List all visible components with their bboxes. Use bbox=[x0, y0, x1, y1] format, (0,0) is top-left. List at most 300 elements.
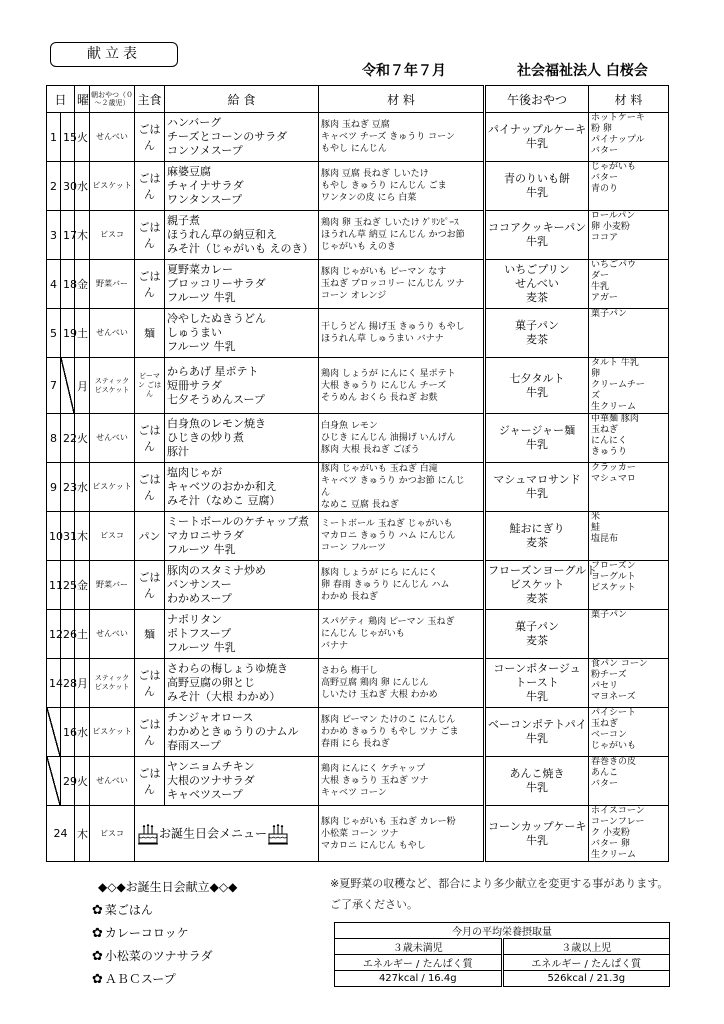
snack-ingredients bbox=[589, 113, 669, 162]
afternoon-snack bbox=[485, 358, 589, 414]
snack-ingredients-line: ロールパン bbox=[591, 211, 636, 221]
lunch-dishes-line: フルーツ 牛乳 bbox=[167, 641, 236, 654]
row-number: 24 bbox=[47, 806, 75, 862]
lunch-ingredients-line: 高野豆腐 鶏肉 卵 にんじん bbox=[321, 678, 429, 688]
snack-ingredients-line: きゅうり bbox=[591, 447, 628, 457]
lunch-ingredients-line: 豚肉 じゃがいも 玉ねぎ カレー粉 bbox=[321, 816, 456, 827]
birthday-menu-heading: ◆◇◆お誕生日会献立◆◇◆ bbox=[98, 880, 238, 894]
row-date: 26 bbox=[61, 610, 75, 659]
lunch-dishes bbox=[165, 414, 319, 463]
snack-ingredients bbox=[589, 610, 669, 659]
row-date: 17 bbox=[61, 211, 75, 260]
snack-ingredients-line: 生クリーム bbox=[591, 402, 637, 412]
row-number: 7 bbox=[47, 358, 61, 414]
row-number bbox=[47, 708, 61, 757]
snack-ingredients-line: アガー bbox=[591, 293, 618, 303]
lunch-ingredients-line: しいたけ 玉ねぎ 大根 わかめ bbox=[321, 690, 438, 700]
afternoon-snack-line: 牛乳 bbox=[526, 732, 549, 745]
snack-ingredients bbox=[589, 463, 669, 512]
snack-ingredients bbox=[589, 211, 669, 260]
afternoon-snack-line: 七夕タルト bbox=[509, 371, 565, 385]
row-weekday: 土 bbox=[75, 610, 90, 659]
snack-ingredients-line: じゃがいも bbox=[591, 162, 637, 172]
row-date: 19 bbox=[61, 309, 75, 358]
lunch-ingredients-line: マカロニ にんじん もやし bbox=[321, 840, 426, 851]
afternoon-snack bbox=[485, 463, 589, 512]
snack-ingredients-line: 粉チーズ bbox=[591, 670, 627, 680]
nutrition-label: エネルギー / たんぱく質 bbox=[335, 955, 503, 971]
lunch-ingredients-line: 豚肉 玉ねぎ 豆腐 bbox=[321, 120, 390, 130]
snack-ingredients-line: マヨネーズ bbox=[591, 692, 636, 702]
snack-ingredients-line: マシュマロ bbox=[591, 474, 636, 484]
lunch-dishes-line: さわらの梅しょうゆ焼き bbox=[167, 662, 289, 675]
snack-ingredients-line: パイシート bbox=[591, 708, 637, 718]
snack-ingredients-line: 牛乳 bbox=[591, 282, 610, 292]
lunch-dishes bbox=[165, 757, 319, 806]
lunch-ingredients-line: 鶏肉 にんにく ケチャップ bbox=[321, 764, 426, 774]
lunch-dishes-line: チンジャオロース bbox=[167, 711, 254, 724]
lunch-dishes-line: 短冊サラダ bbox=[167, 378, 222, 392]
lunch-ingredients-line: 豚肉 じゃがいも ピーマン なす bbox=[321, 267, 447, 277]
afternoon-snack-line: コーンポタージュ bbox=[493, 662, 581, 675]
flower-icon: ✿ bbox=[92, 903, 103, 918]
lunch-dishes-line: しゅうまい bbox=[167, 326, 223, 339]
afternoon-snack-line: 牛乳 bbox=[526, 186, 549, 199]
morning-snack: 野菜バー bbox=[90, 561, 135, 610]
group-under-3: ３歳未満児 bbox=[335, 939, 503, 955]
lunch-ingredients bbox=[319, 211, 485, 260]
menu-row bbox=[47, 309, 669, 358]
menu-row bbox=[47, 561, 669, 610]
flower-icon: ✿ bbox=[92, 972, 103, 987]
snack-ingredients-line: ホイスコーン bbox=[591, 806, 645, 816]
row-number: 9 bbox=[47, 463, 61, 512]
afternoon-snack-line: マシュマロサンド bbox=[493, 473, 581, 486]
lunch-dishes bbox=[165, 358, 319, 414]
lunch-ingredients-line: さわら 梅干し bbox=[321, 666, 378, 676]
lunch-ingredients-line: 小松菜 コーン ツナ bbox=[321, 828, 399, 839]
lunch-dishes-line: フルーツ 牛乳 bbox=[167, 543, 236, 556]
staple-food: ビーマン ごはん bbox=[135, 358, 165, 414]
lunch-dishes bbox=[165, 512, 319, 561]
col-lunch: 給 食 bbox=[165, 86, 319, 113]
staple-food: ごはん bbox=[135, 260, 165, 309]
col-afternoon-snack: 午後おやつ bbox=[485, 86, 589, 113]
row-number: 12 bbox=[47, 610, 61, 659]
row-weekday: 火 bbox=[75, 113, 90, 162]
afternoon-snack bbox=[485, 309, 589, 358]
lunch-dishes-line: 豚肉のスタミナ炒め bbox=[167, 564, 267, 577]
lunch-ingredients-line: そうめん おくら 長ねぎ お麩 bbox=[321, 392, 438, 403]
lunch-dishes-line: ヤンニョムチキン bbox=[167, 760, 255, 773]
menu-row bbox=[47, 162, 669, 211]
lunch-dishes-line: 大根のツナサラダ bbox=[167, 774, 255, 787]
lunch-dishes-line: フルーツ 牛乳 bbox=[167, 340, 236, 353]
lunch-ingredients-line: 鶏肉 しょうが にんにく 星ポテト bbox=[321, 368, 456, 379]
row-weekday: 火 bbox=[75, 757, 90, 806]
staple-food: ごはん bbox=[135, 463, 165, 512]
lunch-dishes-line: 冷やしたぬきうどん bbox=[167, 312, 267, 325]
lunch-dishes-line: バンサンスー bbox=[167, 578, 232, 591]
lunch-dishes bbox=[165, 211, 319, 260]
nutrition-table bbox=[334, 922, 670, 987]
birthday-cake-icon bbox=[267, 822, 289, 846]
morning-snack: せんべい bbox=[90, 610, 135, 659]
birthday-menu-item bbox=[92, 968, 237, 991]
lunch-dishes-line: わかめときゅうりのナムル bbox=[167, 725, 299, 738]
lunch-dishes bbox=[165, 659, 319, 708]
lunch-ingredients-line: なめこ 豆腐 長ねぎ bbox=[321, 500, 399, 510]
afternoon-snack bbox=[485, 757, 589, 806]
birthday-cake-icon bbox=[137, 822, 159, 846]
snack-ingredients-line: ク 小麦粉 bbox=[591, 828, 630, 838]
lunch-ingredients bbox=[319, 113, 485, 162]
lunch-dishes-line: 親子煮 bbox=[167, 214, 201, 227]
birthday-menu-item bbox=[92, 945, 237, 968]
row-weekday: 木 bbox=[75, 806, 90, 862]
lunch-dishes bbox=[165, 260, 319, 309]
afternoon-snack bbox=[485, 610, 589, 659]
menu-row bbox=[47, 113, 669, 162]
row-date: 16 bbox=[61, 708, 75, 757]
afternoon-snack-line: 牛乳 bbox=[526, 385, 549, 399]
snack-ingredients-line: ヨーグルト bbox=[591, 572, 636, 582]
lunch-ingredients bbox=[319, 260, 485, 309]
snack-ingredients bbox=[589, 309, 669, 358]
lunch-ingredients bbox=[319, 757, 485, 806]
lunch-ingredients-line: 干しうどん 揚げ玉 きゅうり もやし bbox=[321, 322, 465, 332]
row-number: 11 bbox=[47, 561, 61, 610]
lunch-ingredients bbox=[319, 414, 485, 463]
staple-food: ごはん bbox=[135, 708, 165, 757]
birthday-party-menu bbox=[135, 806, 319, 862]
afternoon-snack-line: 麦茶 bbox=[526, 592, 549, 605]
menu-row bbox=[47, 708, 669, 757]
row-weekday: 土 bbox=[75, 309, 90, 358]
snack-ingredients-line: バター 卵 bbox=[591, 839, 630, 849]
snack-ingredients-line: にんにく bbox=[591, 436, 628, 446]
snack-ingredients-line: あんこ bbox=[591, 768, 619, 778]
morning-snack: せんべい bbox=[90, 757, 135, 806]
snack-ingredients-line: 玉ねぎ bbox=[591, 719, 619, 729]
menu-table bbox=[46, 85, 669, 862]
birthday-menu-item-label: 菜ごはん bbox=[104, 903, 153, 917]
row-date: 23 bbox=[61, 463, 75, 512]
lunch-ingredients-line: ほうれん草 しゅうまい バナナ bbox=[321, 334, 444, 344]
snack-ingredients-line: 食パン コーン bbox=[591, 659, 648, 669]
row-number: 1 bbox=[47, 113, 61, 162]
morning-snack: せんべい bbox=[90, 309, 135, 358]
menu-row bbox=[47, 463, 669, 512]
afternoon-snack-line: いちごプリン bbox=[504, 263, 570, 276]
afternoon-snack-line: 菓子パン bbox=[515, 620, 560, 633]
afternoon-snack bbox=[485, 414, 589, 463]
afternoon-snack-line: トースト bbox=[515, 676, 559, 689]
lunch-dishes-line: 七夕そうめんスープ bbox=[167, 392, 265, 406]
afternoon-snack-line: ジャージャー麺 bbox=[498, 424, 576, 437]
row-weekday: 水 bbox=[75, 708, 90, 757]
afternoon-snack-line: 牛乳 bbox=[526, 487, 549, 500]
afternoon-snack-line: 牛乳 bbox=[526, 438, 549, 451]
lunch-dishes-line: 春雨スープ bbox=[167, 739, 221, 752]
lunch-ingredients-line: 春雨 にら 長ねぎ bbox=[321, 739, 390, 749]
snack-ingredients bbox=[589, 358, 669, 414]
afternoon-snack-line: ビスケット bbox=[509, 578, 565, 591]
morning-snack: ビスコ bbox=[90, 512, 135, 561]
staple-food: ごはん bbox=[135, 113, 165, 162]
nutrition-title: 今月の平均栄養摂取量 bbox=[335, 923, 670, 939]
lunch-ingredients-line: キャベツ コーン bbox=[321, 788, 387, 798]
snack-ingredients-line: 玉ねぎ bbox=[591, 425, 619, 435]
afternoon-snack-line: 青のりいも餅 bbox=[504, 172, 571, 185]
row-number: 2 bbox=[47, 162, 61, 211]
afternoon-snack-line: フローズンヨーグルト bbox=[488, 564, 598, 577]
afternoon-snack-line: 牛乳 bbox=[526, 833, 549, 847]
lunch-dishes-line: キャベツのおかか和え bbox=[167, 480, 278, 493]
group-over-3: ３歳以上児 bbox=[502, 939, 670, 955]
row-date: 25 bbox=[61, 561, 75, 610]
lunch-ingredients bbox=[319, 309, 485, 358]
row-number bbox=[47, 757, 61, 806]
snack-ingredients-line: 卵 bbox=[591, 369, 601, 379]
morning-snack: せんべい bbox=[90, 414, 135, 463]
lunch-ingredients bbox=[319, 512, 485, 561]
afternoon-snack-line: 牛乳 bbox=[526, 137, 549, 150]
col-ingredients: 材 料 bbox=[319, 86, 485, 113]
lunch-dishes-line: 夏野菜カレー bbox=[167, 263, 234, 276]
morning-snack: ビスケット bbox=[90, 463, 135, 512]
staple-food: ごはん bbox=[135, 659, 165, 708]
afternoon-snack bbox=[485, 512, 589, 561]
lunch-ingredients-line: ほうれん草 納豆 にんじん かつお節 bbox=[321, 230, 465, 240]
lunch-dishes bbox=[165, 113, 319, 162]
lunch-dishes-line: からあげ 星ポテト bbox=[167, 364, 259, 378]
snack-ingredients bbox=[589, 708, 669, 757]
birthday-menu-item bbox=[92, 899, 237, 922]
row-weekday: 水 bbox=[75, 162, 90, 211]
lunch-ingredients-line: わかめ 長ねぎ bbox=[321, 592, 378, 602]
lunch-dishes bbox=[165, 162, 319, 211]
snack-ingredients bbox=[589, 512, 669, 561]
lunch-dishes-line: ポトフスープ bbox=[167, 627, 232, 640]
row-date: 15 bbox=[61, 113, 75, 162]
snack-ingredients-line: 塩昆布 bbox=[591, 534, 619, 544]
snack-ingredients-line: パイナップル bbox=[591, 135, 645, 145]
row-weekday: 水 bbox=[75, 463, 90, 512]
staple-food: ごはん bbox=[135, 561, 165, 610]
lunch-dishes-line: 高野豆腐の卵とじ bbox=[167, 676, 256, 689]
menu-title: 献立表 bbox=[50, 42, 178, 67]
snack-ingredients-line: 青のり bbox=[591, 184, 619, 194]
afternoon-snack-line: 菓子パン bbox=[515, 319, 560, 332]
afternoon-snack-line: ココアクッキーパン bbox=[488, 221, 587, 234]
lunch-dishes-line: キャベツスープ bbox=[167, 788, 243, 801]
lunch-ingredients bbox=[319, 162, 485, 211]
snack-ingredients bbox=[589, 414, 669, 463]
flower-icon: ✿ bbox=[92, 926, 103, 941]
afternoon-snack-line: パイナップルケーキ bbox=[488, 123, 587, 136]
lunch-dishes-line: 麻婆豆腐 bbox=[167, 165, 212, 178]
lunch-dishes-line: みそ汁（じゃがいも えのき） bbox=[167, 242, 314, 255]
snack-ingredients-line: タルト 牛乳 bbox=[591, 358, 639, 368]
snack-ingredients-line: パセリ bbox=[591, 681, 619, 691]
nutrition-label: エネルギー / たんぱく質 bbox=[502, 955, 670, 971]
snack-ingredients-line: 粉 卵 bbox=[591, 124, 612, 134]
lunch-ingredients-line: もやし きゅうり にんじん ごま bbox=[321, 181, 447, 191]
snack-ingredients bbox=[589, 806, 669, 862]
menu-row bbox=[47, 610, 669, 659]
lunch-dishes-line: 塩肉じゃが bbox=[167, 466, 223, 479]
afternoon-snack-line: あんこ焼き bbox=[509, 767, 565, 780]
lunch-ingredients-line: バナナ bbox=[321, 641, 349, 651]
snack-ingredients-line: ズ bbox=[591, 391, 601, 401]
lunch-dishes bbox=[165, 309, 319, 358]
lunch-ingredients-line: ミートボール 玉ねぎ じゃがいも bbox=[321, 519, 453, 529]
afternoon-snack bbox=[485, 211, 589, 260]
row-date: 18 bbox=[61, 260, 75, 309]
menu-month: 令和７年７月 bbox=[362, 63, 446, 79]
lunch-ingredients-line: じゃがいも えのき bbox=[321, 242, 396, 252]
afternoon-snack-line: 牛乳 bbox=[526, 781, 549, 794]
flower-icon: ✿ bbox=[92, 949, 103, 964]
birthday-party-label: お誕生日会メニュー bbox=[159, 826, 268, 840]
birthday-menu-item-label: カレーコロッケ bbox=[104, 926, 189, 940]
lunch-dishes-line: マカロニサラダ bbox=[167, 529, 244, 542]
lunch-ingredients bbox=[319, 806, 485, 862]
lunch-ingredients-line: わかめ きゅうり もやし ツナ ごま bbox=[321, 727, 459, 737]
lunch-ingredients-line: もやし にんじん bbox=[321, 144, 387, 154]
snack-ingredients-line: クラッカー bbox=[591, 463, 636, 473]
snack-ingredients-line: 鮭 bbox=[591, 523, 601, 533]
lunch-dishes bbox=[165, 463, 319, 512]
snack-ingredients-line: バター bbox=[591, 146, 619, 156]
snack-ingredients-line: ダー bbox=[591, 271, 610, 281]
afternoon-snack bbox=[485, 113, 589, 162]
snack-ingredients-line: じゃがいも bbox=[591, 741, 637, 751]
afternoon-snack bbox=[485, 162, 589, 211]
snack-ingredients bbox=[589, 162, 669, 211]
lunch-ingredients-line: ん bbox=[321, 488, 331, 498]
lunch-dishes-line: ワンタンスープ bbox=[167, 193, 243, 206]
afternoon-snack bbox=[485, 659, 589, 708]
birthday-menu-item-label: ＡＢＣスープ bbox=[104, 972, 176, 986]
menu-row bbox=[47, 260, 669, 309]
lunch-ingredients-line: 豚肉 ピーマン たけのこ にんじん bbox=[321, 715, 456, 725]
lunch-ingredients-line: 卵 春雨 きゅうり にんじん ハム bbox=[321, 580, 450, 590]
snack-ingredients bbox=[589, 659, 669, 708]
lunch-ingredients-line: 白身魚 レモン bbox=[321, 421, 378, 431]
afternoon-snack-line: ベーコンポテトパイ bbox=[488, 718, 587, 731]
snack-ingredients-line: 生クリーム bbox=[591, 850, 637, 860]
snack-ingredients bbox=[589, 561, 669, 610]
afternoon-snack-line: 麦茶 bbox=[526, 291, 549, 304]
staple-food: パン bbox=[135, 512, 165, 561]
snack-ingredients-line: コーンフレー bbox=[591, 817, 645, 827]
lunch-dishes-line: ほうれん草の納豆和え bbox=[167, 228, 278, 241]
col-morning-snack: 朝おやつ（０～２歳児） bbox=[90, 86, 135, 113]
col-weekday: 曜 bbox=[75, 86, 90, 113]
morning-snack: スティック ビスケット bbox=[90, 358, 135, 414]
row-date bbox=[61, 358, 75, 414]
lunch-dishes-line: ブロッコリーサラダ bbox=[167, 277, 266, 290]
lunch-ingredients-line: 豚肉 じゃがいも 玉ねぎ 白滝 bbox=[321, 464, 438, 474]
afternoon-snack-line: 麦茶 bbox=[526, 536, 549, 549]
staple-food: ごはん bbox=[135, 162, 165, 211]
afternoon-snack bbox=[485, 708, 589, 757]
morning-snack: ビスケット bbox=[90, 162, 135, 211]
row-weekday: 月 bbox=[75, 659, 90, 708]
lunch-dishes bbox=[165, 610, 319, 659]
birthday-menu-item bbox=[92, 922, 237, 945]
afternoon-snack-line: コーンカップケーキ bbox=[488, 819, 587, 833]
row-number: 10 bbox=[47, 512, 61, 561]
lunch-ingredients bbox=[319, 659, 485, 708]
col-staple: 主食 bbox=[135, 86, 165, 113]
lunch-dishes-line: ハンバーグ bbox=[167, 116, 222, 129]
lunch-ingredients-line: にんじん じゃがいも bbox=[321, 629, 405, 639]
row-number: 5 bbox=[47, 309, 61, 358]
row-number: 3 bbox=[47, 211, 61, 260]
lunch-ingredients-line: コーン フルーツ bbox=[321, 543, 386, 553]
afternoon-snack-line: 牛乳 bbox=[526, 235, 549, 248]
lunch-ingredients-line: キャベツ きゅうり かつお節 にんじ bbox=[321, 476, 465, 486]
snack-ingredients-line: クリームチー bbox=[591, 380, 645, 390]
lunch-dishes-line: みそ汁（大根 わかめ） bbox=[167, 690, 281, 703]
lunch-dishes-line: ミートボールのケチャップ煮 bbox=[167, 515, 310, 528]
lunch-ingredients-line: ワンタンの皮 にら 白菜 bbox=[321, 193, 417, 203]
morning-snack: 野菜バー bbox=[90, 260, 135, 309]
lunch-ingredients-line: 玉ねぎ ブロッコリー にんじん ツナ bbox=[321, 279, 465, 289]
lunch-ingredients bbox=[319, 358, 485, 414]
lunch-dishes-line: コンソメスープ bbox=[167, 144, 243, 157]
lunch-dishes-line: ひじきの炒り煮 bbox=[167, 431, 245, 444]
lunch-ingredients-line: 鶏肉 卵 玉ねぎ しいたけ ｸﾞﾘﾝﾋﾟｰｽ bbox=[321, 218, 459, 228]
lunch-dishes-line: みそ汁（なめこ 豆腐） bbox=[167, 494, 281, 507]
lunch-ingredients bbox=[319, 610, 485, 659]
snack-ingredients bbox=[589, 260, 669, 309]
staple-food: 麺 bbox=[135, 610, 165, 659]
birthday-row bbox=[47, 806, 669, 862]
row-date: 30 bbox=[61, 162, 75, 211]
morning-snack: ビスケット bbox=[90, 708, 135, 757]
row-date: 31 bbox=[61, 512, 75, 561]
organization-name: 社会福祉法人 白桜会 bbox=[517, 63, 648, 79]
staple-food: ごはん bbox=[135, 757, 165, 806]
lunch-dishes-line: ナポリタン bbox=[167, 613, 223, 626]
lunch-dishes-line: フルーツ 牛乳 bbox=[167, 291, 236, 304]
row-date: 22 bbox=[61, 414, 75, 463]
nutrition-value-under-3: 427kcal / 16.4g bbox=[335, 971, 503, 987]
snack-ingredients-line: ビスケット bbox=[591, 583, 636, 593]
row-number: 14 bbox=[47, 659, 61, 708]
snack-ingredients-line: 米 bbox=[591, 512, 601, 522]
menu-row bbox=[47, 757, 669, 806]
row-weekday: 月 bbox=[75, 358, 90, 414]
afternoon-snack-line: 麦茶 bbox=[526, 634, 549, 647]
row-number: 8 bbox=[47, 414, 61, 463]
lunch-ingredients bbox=[319, 463, 485, 512]
lunch-ingredients-line: 大根 きゅうり にんじん チーズ bbox=[321, 380, 447, 391]
row-weekday: 金 bbox=[75, 260, 90, 309]
menu-row bbox=[47, 358, 669, 414]
snack-ingredients-line: ココア bbox=[591, 233, 619, 243]
afternoon-snack-line: 牛乳 bbox=[526, 690, 549, 703]
row-number: 4 bbox=[47, 260, 61, 309]
lunch-ingredients-line: 豚肉 豆腐 長ねぎ しいたけ bbox=[321, 169, 429, 179]
row-date: 28 bbox=[61, 659, 75, 708]
lunch-ingredients-line: キャベツ チーズ きゅうり コーン bbox=[321, 132, 455, 142]
lunch-dishes-line: わかめスープ bbox=[167, 592, 232, 605]
